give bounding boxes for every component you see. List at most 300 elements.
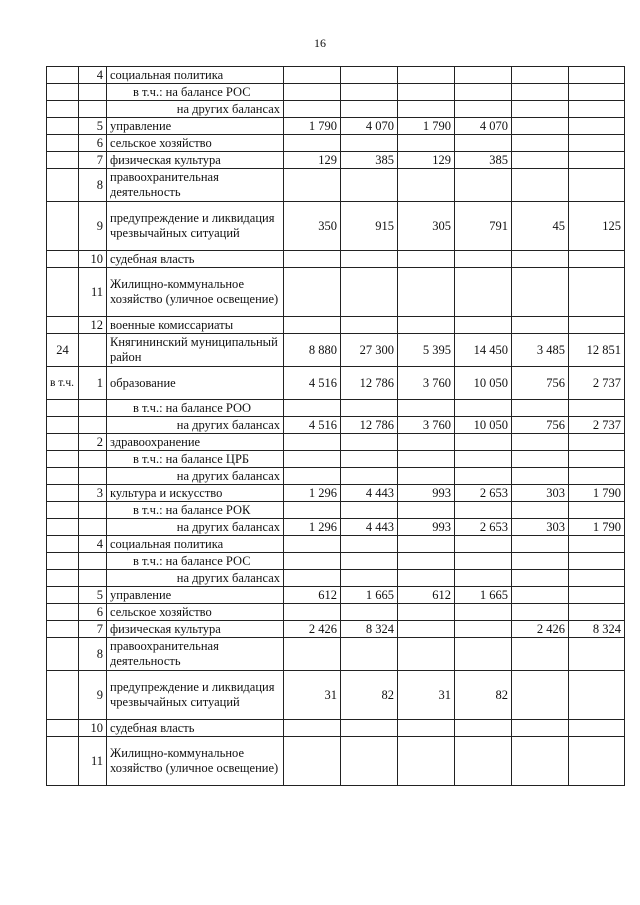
value-cell [512,400,569,417]
row-label-cell: Жилищно-коммунальное хозяйство (уличное освещение) [107,737,284,786]
row-group-cell [47,268,79,317]
value-cell: 12 786 [341,367,398,400]
table-row [47,251,625,268]
value-cell [569,434,625,451]
value-cell [455,468,512,485]
table-row [47,118,625,135]
row-label-cell: физическая культура [107,152,284,169]
value-cell: 82 [341,671,398,720]
value-cell: 3 760 [398,417,455,434]
value-cell [341,638,398,671]
row-group-cell [47,67,79,84]
value-cell [512,737,569,786]
table-row [47,638,625,671]
value-cell: 2 737 [569,417,625,434]
value-cell: 385 [341,152,398,169]
row-number-cell [79,468,107,485]
value-cell: 5 395 [398,334,455,367]
value-cell [455,621,512,638]
table-row [47,367,625,400]
row-number-cell: 9 [79,671,107,720]
table-row [47,135,625,152]
value-cell [284,169,341,202]
value-cell: 2 653 [455,519,512,536]
value-cell [398,737,455,786]
value-cell [398,570,455,587]
value-cell [398,169,455,202]
value-cell: 1 790 [398,118,455,135]
value-cell [512,587,569,604]
value-cell [284,737,341,786]
row-number-cell: 12 [79,317,107,334]
row-number-cell: 1 [79,367,107,400]
value-cell: 8 324 [341,621,398,638]
value-cell: 31 [284,671,341,720]
value-cell [512,84,569,101]
table-row [47,434,625,451]
value-cell: 2 426 [512,621,569,638]
value-cell [512,317,569,334]
row-group-cell [47,135,79,152]
row-group-cell [47,169,79,202]
value-cell [341,67,398,84]
value-cell [284,553,341,570]
row-number-cell [79,519,107,536]
row-group-cell: в т.ч. [47,367,79,400]
row-label-cell: на других балансах [107,101,284,118]
row-group-cell [47,468,79,485]
budget-table [46,66,625,786]
table-row [47,604,625,621]
row-label-cell: в т.ч.: на балансе РОК [107,502,284,519]
value-cell [455,268,512,317]
row-group-cell [47,604,79,621]
value-cell: 1 665 [455,587,512,604]
value-cell [398,720,455,737]
row-group-cell [47,570,79,587]
value-cell: 8 324 [569,621,625,638]
value-cell [512,604,569,621]
row-label-cell: социальная политика [107,536,284,553]
value-cell [341,251,398,268]
value-cell: 8 880 [284,334,341,367]
row-number-cell: 8 [79,638,107,671]
row-number-cell: 2 [79,434,107,451]
row-number-cell: 5 [79,118,107,135]
value-cell: 10 050 [455,417,512,434]
value-cell [569,570,625,587]
value-cell [284,135,341,152]
page-number: 16 [314,36,326,50]
value-cell [512,468,569,485]
value-cell: 1 790 [569,519,625,536]
row-group-cell [47,451,79,468]
row-label-cell: на других балансах [107,519,284,536]
table-row [47,334,625,367]
row-group-cell [47,434,79,451]
value-cell [284,251,341,268]
value-cell [284,570,341,587]
table-row [47,621,625,638]
value-cell [284,536,341,553]
table-row [47,519,625,536]
row-number-cell [79,451,107,468]
row-label-cell: в т.ч.: на балансе РОО [107,400,284,417]
value-cell [569,536,625,553]
row-label-cell: на других балансах [107,570,284,587]
value-cell [398,251,455,268]
value-cell: 10 050 [455,367,512,400]
value-cell [398,400,455,417]
row-number-cell: 11 [79,268,107,317]
value-cell [569,720,625,737]
value-cell [341,604,398,621]
value-cell [512,152,569,169]
row-label-cell: на других балансах [107,468,284,485]
table-row [47,587,625,604]
row-group-cell [47,202,79,251]
value-cell [284,468,341,485]
value-cell: 756 [512,367,569,400]
value-cell [569,604,625,621]
value-cell: 612 [284,587,341,604]
value-cell: 350 [284,202,341,251]
value-cell [341,135,398,152]
value-cell [341,468,398,485]
value-cell [569,84,625,101]
value-cell [512,570,569,587]
value-cell [341,434,398,451]
value-cell: 12 786 [341,417,398,434]
row-number-cell: 9 [79,202,107,251]
row-group-cell [47,485,79,502]
value-cell: 1 296 [284,519,341,536]
value-cell [512,638,569,671]
value-cell [569,553,625,570]
row-label-cell: культура и искусство [107,485,284,502]
value-cell [569,587,625,604]
row-group-cell [47,638,79,671]
row-label-cell: управление [107,118,284,135]
value-cell [455,502,512,519]
value-cell: 303 [512,519,569,536]
value-cell [284,101,341,118]
value-cell [398,451,455,468]
value-cell [398,638,455,671]
table-row [47,720,625,737]
value-cell [341,400,398,417]
value-cell: 993 [398,485,455,502]
value-cell [455,317,512,334]
table-row [47,570,625,587]
value-cell [569,251,625,268]
value-cell: 14 450 [455,334,512,367]
value-cell [512,169,569,202]
row-group-cell [47,400,79,417]
value-cell: 31 [398,671,455,720]
table-row [47,553,625,570]
value-cell: 915 [341,202,398,251]
row-label-cell: образование [107,367,284,400]
row-number-cell: 8 [79,169,107,202]
value-cell [569,268,625,317]
value-cell [569,400,625,417]
value-cell: 1 665 [341,587,398,604]
value-cell [512,268,569,317]
value-cell [398,135,455,152]
row-label-cell: Княгининский муниципальный район [107,334,284,367]
value-cell: 612 [398,587,455,604]
value-cell [455,101,512,118]
row-number-cell: 10 [79,251,107,268]
table-row [47,536,625,553]
value-cell [284,67,341,84]
row-number-cell [79,570,107,587]
value-cell [569,502,625,519]
value-cell: 305 [398,202,455,251]
row-number-cell [79,84,107,101]
value-cell [455,135,512,152]
value-cell [455,251,512,268]
row-number-cell: 10 [79,720,107,737]
value-cell [455,434,512,451]
row-label-cell: в т.ч.: на балансе ЦРБ [107,451,284,468]
table-row [47,317,625,334]
table-row [47,202,625,251]
row-number-cell [79,502,107,519]
table-row [47,169,625,202]
row-label-cell: сельское хозяйство [107,135,284,152]
value-cell [341,502,398,519]
row-number-cell: 5 [79,587,107,604]
value-cell [398,621,455,638]
row-number-cell [79,101,107,118]
table-row [47,671,625,720]
value-cell: 1 296 [284,485,341,502]
value-cell [512,135,569,152]
value-cell: 129 [398,152,455,169]
value-cell [284,638,341,671]
row-number-cell: 7 [79,621,107,638]
value-cell [569,118,625,135]
row-label-cell: на других балансах [107,417,284,434]
value-cell: 4 070 [455,118,512,135]
row-label-cell: предупреждение и ликвидация чрезвычайных ситуаций [107,671,284,720]
row-group-cell [47,720,79,737]
value-cell [512,101,569,118]
value-cell [398,536,455,553]
value-cell: 4 516 [284,417,341,434]
value-cell [284,400,341,417]
value-cell [341,84,398,101]
row-group-cell [47,519,79,536]
value-cell [512,720,569,737]
row-group-cell [47,621,79,638]
value-cell [398,317,455,334]
row-group-cell [47,553,79,570]
row-label-cell: судебная власть [107,251,284,268]
value-cell [341,570,398,587]
row-label-cell: военные комиссариаты [107,317,284,334]
row-number-cell: 4 [79,67,107,84]
value-cell [455,638,512,671]
row-label-cell: управление [107,587,284,604]
value-cell: 12 851 [569,334,625,367]
value-cell: 1 790 [569,485,625,502]
row-label-cell: в т.ч.: на балансе РОС [107,553,284,570]
value-cell [341,720,398,737]
value-cell [398,268,455,317]
value-cell: 791 [455,202,512,251]
value-cell [284,604,341,621]
value-cell [341,268,398,317]
row-group-cell [47,417,79,434]
value-cell: 2 653 [455,485,512,502]
table-row [47,67,625,84]
row-group-cell [47,251,79,268]
table-body [47,67,625,786]
row-number-cell [79,400,107,417]
value-cell [512,118,569,135]
value-cell [569,135,625,152]
value-cell [398,502,455,519]
table-row [47,101,625,118]
value-cell [341,737,398,786]
row-label-cell: судебная власть [107,720,284,737]
value-cell [341,317,398,334]
row-number-cell [79,334,107,367]
value-cell [569,671,625,720]
value-cell [341,101,398,118]
value-cell [455,536,512,553]
value-cell: 4 516 [284,367,341,400]
row-label-cell: Жилищно-коммунальное хозяйство (уличное освещение) [107,268,284,317]
value-cell: 27 300 [341,334,398,367]
value-cell: 303 [512,485,569,502]
value-cell: 4 443 [341,519,398,536]
value-cell: 756 [512,417,569,434]
value-cell [455,720,512,737]
row-group-cell: 24 [47,334,79,367]
value-cell [398,67,455,84]
value-cell [284,502,341,519]
row-number-cell: 4 [79,536,107,553]
value-cell [341,451,398,468]
value-cell [569,451,625,468]
value-cell: 3 485 [512,334,569,367]
value-cell [455,84,512,101]
value-cell [512,434,569,451]
row-number-cell: 7 [79,152,107,169]
value-cell [341,553,398,570]
row-number-cell: 3 [79,485,107,502]
value-cell [512,251,569,268]
row-group-cell [47,84,79,101]
value-cell [284,268,341,317]
value-cell [512,67,569,84]
value-cell [569,169,625,202]
row-label-cell: в т.ч.: на балансе РОС [107,84,284,101]
table-row [47,737,625,786]
row-group-cell [47,737,79,786]
value-cell [284,317,341,334]
value-cell [569,67,625,84]
value-cell [512,671,569,720]
value-cell [398,604,455,621]
value-cell: 45 [512,202,569,251]
value-cell [341,536,398,553]
value-cell: 125 [569,202,625,251]
value-cell [398,553,455,570]
row-number-cell [79,553,107,570]
value-cell [284,451,341,468]
table-row [47,502,625,519]
table-row [47,84,625,101]
row-number-cell [79,417,107,434]
row-label-cell: правоохранительная деятельность [107,169,284,202]
value-cell [455,400,512,417]
value-cell: 385 [455,152,512,169]
value-cell [398,101,455,118]
value-cell [455,169,512,202]
value-cell [512,536,569,553]
value-cell [569,737,625,786]
value-cell [569,101,625,118]
table-row [47,417,625,434]
value-cell [512,502,569,519]
value-cell [569,152,625,169]
value-cell [398,84,455,101]
row-group-cell [47,118,79,135]
value-cell [455,570,512,587]
value-cell: 82 [455,671,512,720]
row-label-cell: социальная политика [107,67,284,84]
value-cell [455,737,512,786]
row-group-cell [47,101,79,118]
value-cell: 129 [284,152,341,169]
table-row [47,152,625,169]
value-cell [512,553,569,570]
row-label-cell: здравоохранение [107,434,284,451]
value-cell [569,317,625,334]
row-label-cell: сельское хозяйство [107,604,284,621]
value-cell: 993 [398,519,455,536]
value-cell: 4 070 [341,118,398,135]
value-cell: 1 790 [284,118,341,135]
value-cell [398,468,455,485]
row-number-cell: 11 [79,737,107,786]
row-group-cell [47,671,79,720]
value-cell [398,434,455,451]
value-cell [569,468,625,485]
value-cell: 2 426 [284,621,341,638]
value-cell [284,720,341,737]
table-row [47,485,625,502]
row-number-cell: 6 [79,604,107,621]
table-row [47,400,625,417]
table-row [47,268,625,317]
value-cell [455,553,512,570]
table-row [47,451,625,468]
row-label-cell: правоохранительная деятельность [107,638,284,671]
value-cell [455,451,512,468]
value-cell [569,638,625,671]
value-cell [455,67,512,84]
table-row [47,468,625,485]
row-group-cell [47,152,79,169]
row-label-cell: физическая культура [107,621,284,638]
row-label-cell: предупреждение и ликвидация чрезвычайных ситуаций [107,202,284,251]
